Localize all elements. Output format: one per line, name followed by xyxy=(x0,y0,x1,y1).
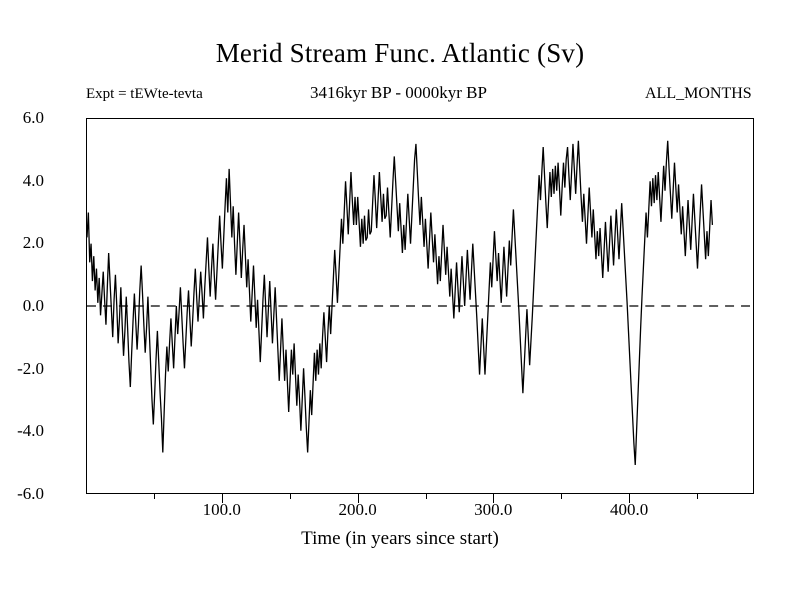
ytick-label: 0.0 xyxy=(22,296,44,315)
x-axis-title: Time (in years since start) xyxy=(301,528,499,549)
xtick-label: 200.0 xyxy=(338,500,377,519)
ytick-label: -4.0 xyxy=(17,421,44,441)
timeseries-plot xyxy=(87,119,753,493)
xtick-label: 300.0 xyxy=(474,500,513,519)
ytick-label: -2.0 xyxy=(17,358,44,378)
plot-area xyxy=(87,119,753,493)
xminor-tick-mark xyxy=(154,494,155,499)
plot-frame xyxy=(86,118,754,494)
ytick-label: 2.0 xyxy=(22,233,44,253)
months-label: ALL_MONTHS xyxy=(645,85,752,102)
experiment-label: Expt = tEWte-tevta xyxy=(86,86,203,102)
ytick-label: -6.0 xyxy=(17,484,44,503)
series-line xyxy=(87,141,712,465)
ytick-label: 6.0 xyxy=(22,108,44,127)
xminor-tick-mark xyxy=(561,494,562,499)
page-title: Merid Stream Func. Atlantic (Sv) xyxy=(215,38,585,68)
xminor-tick-mark xyxy=(426,494,427,499)
xtick-label: 100.0 xyxy=(202,500,241,519)
ytick-label: 4.0 xyxy=(22,170,44,190)
xminor-tick-mark xyxy=(290,494,291,499)
xminor-tick-mark xyxy=(697,494,698,499)
period-label: 3416kyr BP - 0000kyr BP xyxy=(310,83,487,102)
xtick-label: 400.0 xyxy=(609,500,649,519)
